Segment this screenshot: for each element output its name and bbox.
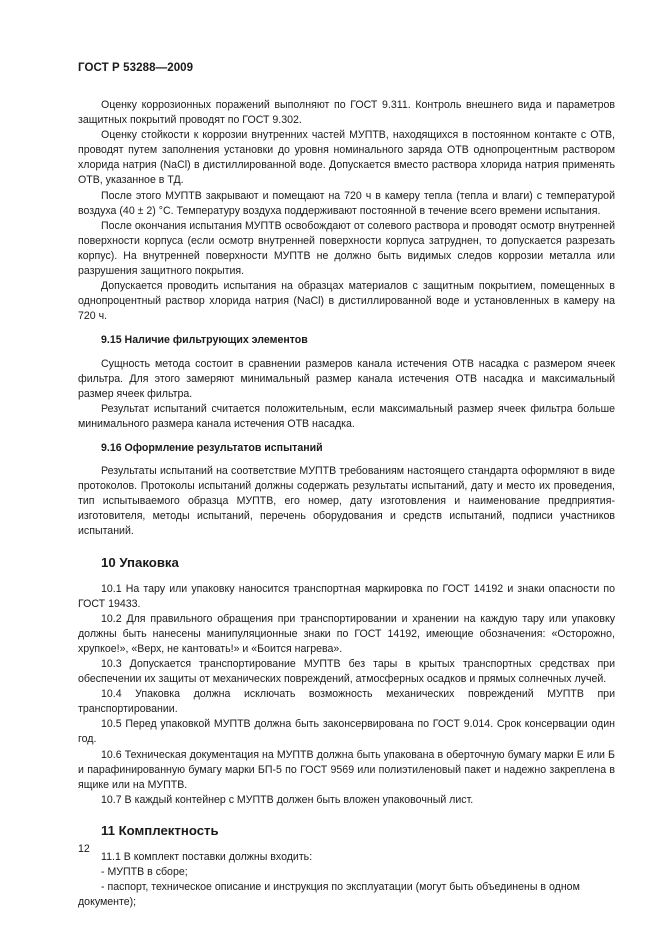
section-heading-9-15: 9.15 Наличие фильтрующих элементов <box>101 334 308 347</box>
section-heading-11: 11 Комплектность <box>101 822 219 838</box>
paragraph: 10.2 Для правильного обращения при транспортировании и хранении на каждую тару или упаковку должны быть нанесены манипуляционные знаки по ГОСТ 14192, имеющие обозначения: «Осторожно, хрупкое!», «Верх, не кантовать!» и «Боится нагрева». <box>78 612 615 655</box>
list-item: - МУПТВ в сборе; <box>101 866 188 879</box>
paragraph: После окончания испытания МУПТВ освобождают от солевого раствора и проводят осмотр внутренней поверхности корпуса (если осмотр внутренней поверхности корпуса затруднен, то допускается разрезать корпус). На внутренней поверхности МУПТВ не должно быть видимых следов коррозии металла или разрушения защитного покрытия. <box>78 219 615 278</box>
paragraph: Оценку коррозионных поражений выполняют по ГОСТ 9.311. Контроль внешнего вида и параметров защитных покрытий проводят по ГОСТ 9.302. <box>78 99 615 127</box>
paragraph: 10.4 Упаковка должна исключать возможность механических повреждений МУПТВ при транспортировании. <box>78 688 615 716</box>
paragraph: Допускается проводить испытания на образцах материалов с защитным покрытием, помещенных в однопроцентный раствор хлорида натрия (NaCl) в дистиллированной воде и установленных в камеру на 720 ч. <box>78 280 615 323</box>
paragraph: 10.6 Техническая документация на МУПТВ должна быть упакована в оберточную бумагу марки Е или Б и парафинированную бумагу марки БП-5 по ГОСТ 9569 или полиэтиленовый пакет и надежно закреплена в ящике или на МУПТВ. <box>78 748 615 791</box>
paragraph: Результат испытаний считается положительным, если максимальный размер ячеек фильтра больше минимального размера канала истечения ОТВ насадка. <box>78 402 615 430</box>
section-heading-9-16: 9.16 Оформление результатов испытаний <box>101 441 323 454</box>
paragraph: 10.3 Допускается транспортирование МУПТВ без тары в крытых транспортных средствах при обеспечении их защиты от механических повреждений, атмосферных осадков и прямых солнечных лучей. <box>78 658 615 686</box>
paragraph: Оценку стойкости к коррозии внутренних частей МУПТВ, находящихся в постоянном контакте с ОТВ, проводят путем заполнения установки до уровня номинального заряда ОТВ однопроцентным раствором хлорида натрия (NaCl) в дистиллированной воде. Допускается вместо раствора хлорида натрия применять ОТВ, указанное в ТД. <box>78 129 615 187</box>
document-header: ГОСТ Р 53288—2009 <box>78 62 194 74</box>
paragraph: Результаты испытаний на соответствие МУПТВ требованиям настоящего стандарта оформляют в виде протоколов. Протоколы испытаний должны содержать результаты испытаний, дату и место их проведения, тип испытываемого образца МУПТВ, его номер, дату изготовления и наименование предприятия-изготовителя, методы испытаний, перечень оборудования и средств испытаний, подписи участников испытаний. <box>78 465 615 538</box>
document-body <box>78 98 615 910</box>
paragraph: 10.5 Перед упаковкой МУПТВ должна быть законсервирована по ГОСТ 9.014. Срок консервации один год. <box>78 718 615 746</box>
paragraph: 10.1 На тару или упаковку наносится транспортная маркировка по ГОСТ 14192 и знаки опасности по ГОСТ 19433. <box>78 582 615 610</box>
list-item-continuation: документе); <box>78 896 137 909</box>
section-heading-10: 10 Упаковка <box>101 554 179 570</box>
paragraph: 11.1 В комплект поставки должны входить: <box>101 850 313 863</box>
list-item: - паспорт, техническое описание и инструкция по эксплуатации (могут быть объединены в одном <box>101 881 580 894</box>
page-number: 12 <box>78 843 90 855</box>
paragraph: 10.7 В каждый контейнер с МУПТВ должен быть вложен упаковочный лист. <box>101 793 474 806</box>
paragraph: После этого МУПТВ закрывают и помещают на 720 ч в камеру тепла (тепла и влаги) с температурой воздуха (40 ± 2) °С. Температуру воздуха поддерживают постоянной в течение всего времени испытания. <box>78 189 615 217</box>
paragraph: Сущность метода состоит в сравнении размеров канала истечения ОТВ насадка с размером ячеек фильтра. Для этого замеряют минимальный размер канала истечения ОТВ насадка и максимальный размер ячеек фильтра. <box>78 357 615 400</box>
